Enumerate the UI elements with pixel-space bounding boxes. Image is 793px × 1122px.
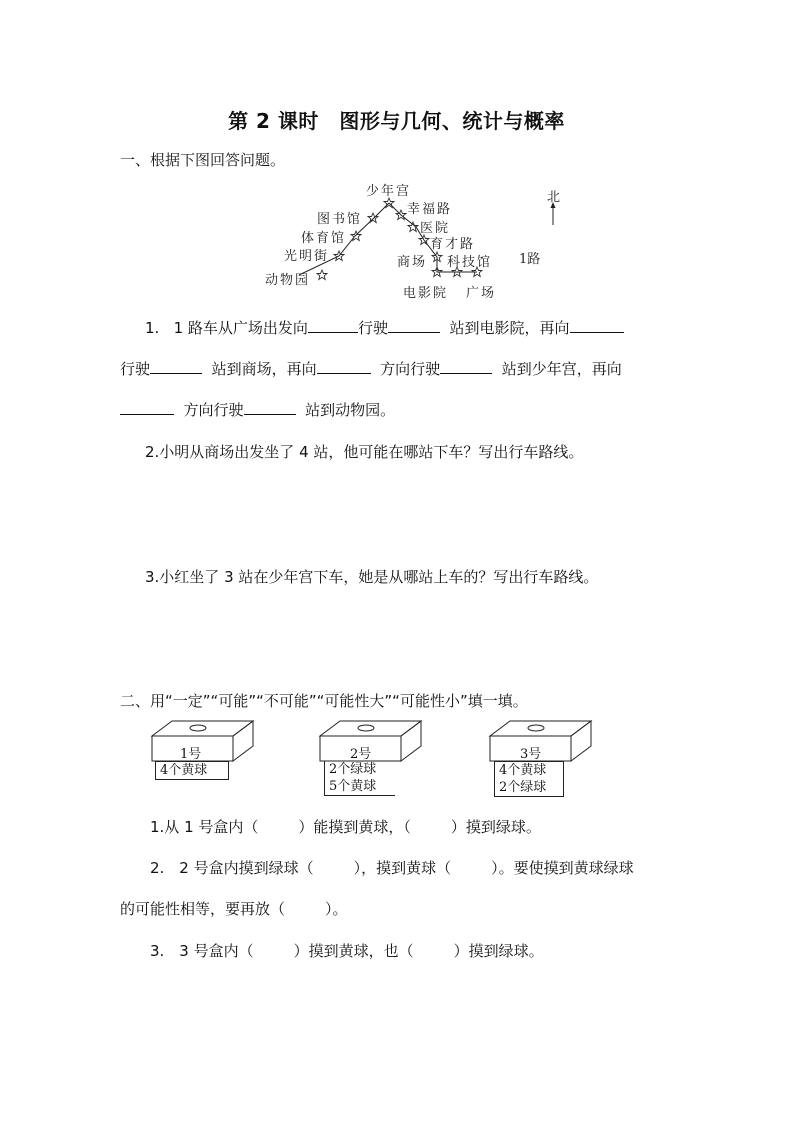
question-number: 1. xyxy=(145,319,160,337)
question-text: ）摸到绿球。 xyxy=(453,942,544,960)
answer-blank[interactable] xyxy=(244,400,296,415)
answer-blank[interactable] xyxy=(308,318,358,333)
question-text: 方向行驶 xyxy=(380,360,441,378)
box-contents-line: 4个黄球 xyxy=(499,763,547,778)
station-label: 动物园 xyxy=(265,273,311,288)
station-label: 光明街 xyxy=(284,249,330,264)
question-1-line-1 xyxy=(145,318,624,338)
box-label: 2号 xyxy=(350,747,372,762)
answer-blank[interactable] xyxy=(120,400,174,415)
answer-blank[interactable] xyxy=(440,359,492,374)
section2-heading: 二、用“一定”“可能”“不可能”“可能性大”“可能性小”填一填。 xyxy=(120,692,528,710)
box-contents-line: 5个黄球 xyxy=(329,779,377,794)
question-text: 行驶 xyxy=(120,360,151,378)
box-contents-line: 2个绿球 xyxy=(329,762,377,777)
route-label: 1路 xyxy=(519,252,541,267)
station-label: 幸福路 xyxy=(407,202,453,217)
station-label: 广场 xyxy=(466,286,497,301)
question-text: 1.从 1 号盒内（ xyxy=(150,818,259,836)
station-label: 电影院 xyxy=(403,286,449,301)
north-label: 北 xyxy=(547,190,561,205)
question-2: 2.小明从商场出发坐了 4 站，他可能在哪站下车？写出行车路线。 xyxy=(145,443,584,461)
question-1-line-2 xyxy=(120,359,622,379)
station-label: 科技馆 xyxy=(447,255,493,270)
answer-blank[interactable] xyxy=(570,318,624,333)
probability-question-3 xyxy=(150,941,544,961)
box-label: 3号 xyxy=(520,747,542,762)
page-title: 第 2 课时 图形与几何、统计与概率 xyxy=(228,109,565,133)
question-text: 3. 3 号盒内（ xyxy=(150,942,254,960)
answer-blank[interactable] xyxy=(317,359,371,374)
station-label: 商场 xyxy=(397,255,428,270)
question-text: 的可能性相等，要再放（ xyxy=(120,900,286,918)
question-text: 站到少年宫，再向 xyxy=(501,360,622,378)
question-text: ）能摸到黄球，（ xyxy=(298,818,411,836)
question-text: 方向行驶 xyxy=(183,401,244,419)
station-label: 少年宫 xyxy=(366,184,412,199)
box-icon xyxy=(488,720,598,765)
box-contents xyxy=(324,761,395,796)
question-text: 站到动物园。 xyxy=(305,401,396,419)
answer-blank[interactable] xyxy=(388,318,440,333)
box-icon xyxy=(150,720,260,765)
question-text: ）摸到绿球。 xyxy=(450,818,541,836)
question-text: 2. 2 号盒内摸到绿球（ xyxy=(150,859,314,877)
question-3: 3.小红坐了 3 站在少年宫下车，她是从哪站上车的？写出行车路线。 xyxy=(145,568,599,586)
question-text: 1 路车从广场出发向 xyxy=(173,319,308,337)
question-1-line-3 xyxy=(120,400,395,420)
answer-blank[interactable] xyxy=(150,359,202,374)
box-icon xyxy=(318,720,428,765)
probability-question-2 xyxy=(150,858,634,878)
box-contents xyxy=(155,761,229,780)
question-text: 行驶 xyxy=(357,319,388,337)
box-contents-line: 2个绿球 xyxy=(499,780,547,795)
box-contents xyxy=(494,761,564,797)
question-text: 站到电影院，再向 xyxy=(449,319,570,337)
question-text: ）。 xyxy=(325,900,348,918)
north-arrow-icon xyxy=(551,202,556,225)
box-label: 1号 xyxy=(180,747,202,762)
station-label: 图书馆 xyxy=(317,212,363,227)
section1-heading: 一、根据下图回答问题。 xyxy=(120,151,286,169)
station-label: 医院 xyxy=(420,221,451,236)
question-text: ）。要使摸到黄球绿球 xyxy=(491,859,634,877)
station-label: 体育馆 xyxy=(301,231,347,246)
question-text: 站到商场，再向 xyxy=(211,360,317,378)
station-label: 育才路 xyxy=(430,237,476,252)
probability-question-1 xyxy=(150,817,541,837)
probability-question-2-cont xyxy=(120,899,348,919)
question-text: ），摸到黄球（ xyxy=(353,859,452,877)
question-text: ）摸到黄球，也（ xyxy=(293,942,414,960)
box-contents-line: 4个黄球 xyxy=(160,763,208,778)
